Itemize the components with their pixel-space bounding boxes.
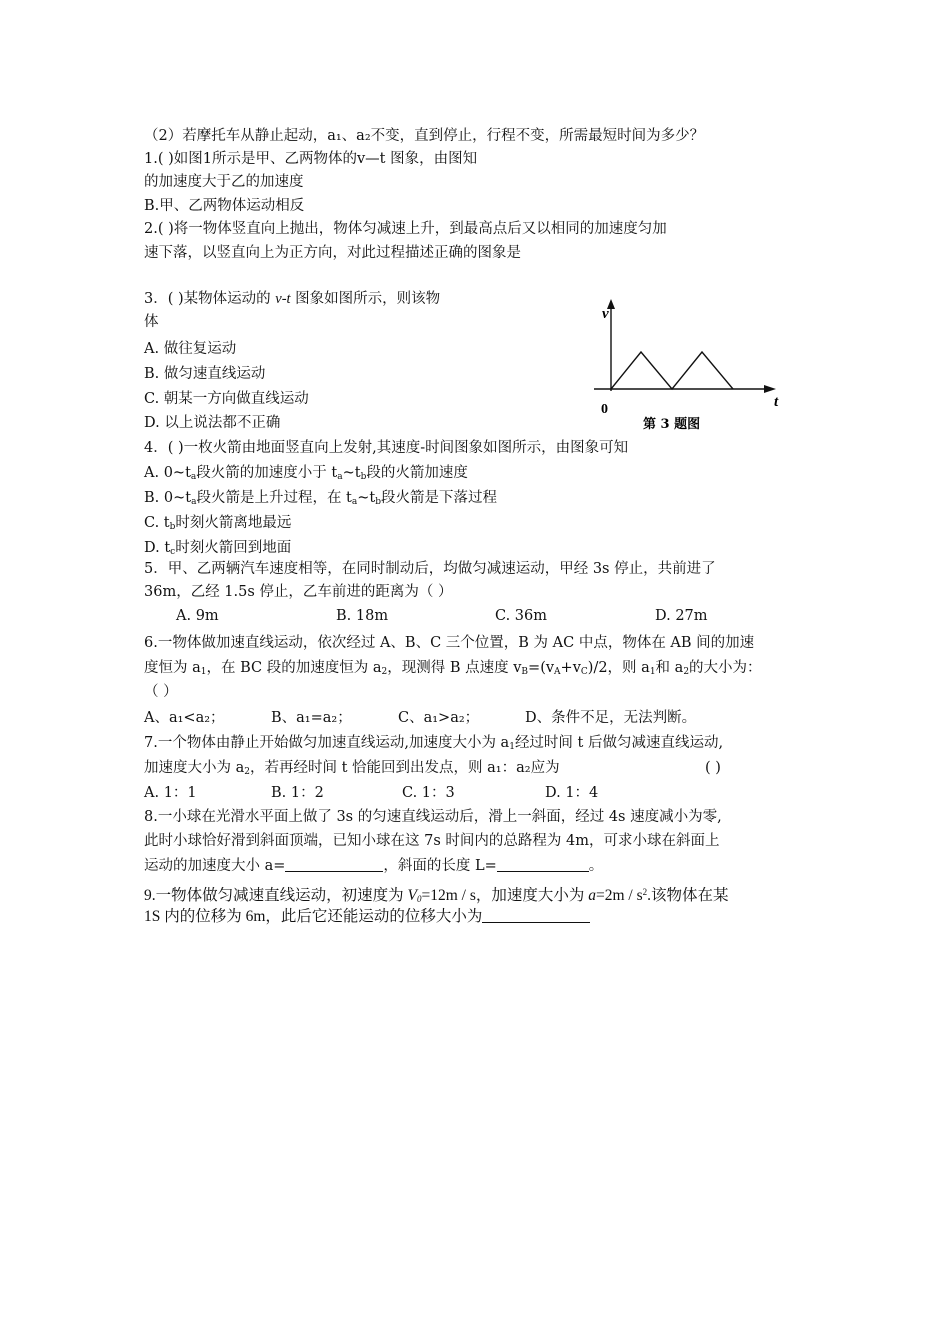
q8-line1: 8.一小球在光滑水平面上做了 3s 的匀速直线运动后，滑上一斜面，经过 4s 速度减小为零, bbox=[144, 809, 722, 825]
q9-sup: 2 bbox=[642, 887, 648, 897]
q6-option-c: C、a₁>a₂； bbox=[398, 710, 480, 726]
q4-option-a bbox=[144, 463, 468, 487]
q4-c-t1: C. t bbox=[144, 515, 170, 531]
q5-line2: 36m，乙经 1.5s 停止，乙车前进的距离为（ ） bbox=[144, 584, 453, 600]
q3-option-c: C. 朝某一方向做直线运动 bbox=[144, 391, 309, 407]
q9-l1-t4: .该物体在某 bbox=[647, 887, 729, 904]
q9-v-sub: 0 bbox=[416, 894, 422, 904]
velocity-curve bbox=[611, 352, 733, 389]
q7-line1 bbox=[144, 733, 723, 757]
q6-l2-t7: 和 a bbox=[655, 660, 684, 676]
q1-line1: 1.( )如图1所示是甲、乙两物体的v—t 图象，由图知 bbox=[144, 151, 478, 167]
q6-l2-s6: 1 bbox=[649, 667, 656, 677]
q6-line1: 6.一物体做加速直线运动，依次经过 A、B、C 三个位置，B 为 AC 中点，物体在 AB 间的加速 bbox=[144, 635, 755, 651]
q6-option-b: B、a₁=a₂； bbox=[271, 710, 352, 726]
q4-a-s1: a bbox=[190, 472, 197, 482]
q7-l2-t1: 加速度大小为 a bbox=[144, 760, 245, 776]
q5-option-a: A. 9m bbox=[176, 608, 219, 624]
q4-d-t2: 时刻火箭回到地面 bbox=[175, 540, 292, 556]
q7-answer-paren: ( ) bbox=[705, 760, 721, 776]
q8-acceleration-blank[interactable] bbox=[285, 857, 383, 872]
q3-option-a: A. 做往复运动 bbox=[144, 341, 237, 357]
q6-l2-s4: A bbox=[554, 667, 561, 677]
q1-line2: 的加速度大于乙的加速度 bbox=[144, 174, 304, 190]
q7-option-b: B. 1：2 bbox=[271, 785, 324, 801]
q8-a-label: 运动的加速度大小 a= bbox=[144, 858, 286, 874]
q7-l1-t2: 经过时间 t 后做匀减速直线运动, bbox=[514, 735, 724, 751]
q3-line1-text-b: 图象如图所示，则该物 bbox=[290, 291, 441, 307]
q9-l1-t3: =2m / s bbox=[596, 887, 643, 904]
q5-option-b: B. 18m bbox=[336, 608, 389, 624]
q9-l1-t2: =12m / s，加速度大小为 bbox=[421, 887, 589, 904]
q8-period: 。 bbox=[588, 858, 604, 874]
q6-option-d: D、条件不足，无法判断。 bbox=[525, 710, 697, 726]
q4-c-t2: 时刻火箭离地最远 bbox=[175, 515, 292, 531]
q3-line1 bbox=[144, 289, 440, 309]
q8-line3 bbox=[144, 856, 603, 876]
q7-option-a: A. 1：1 bbox=[144, 785, 197, 801]
q8-l-label: ，斜面的长度 L= bbox=[383, 858, 497, 874]
q9-line2 bbox=[144, 907, 590, 927]
q9-answer-blank[interactable] bbox=[482, 908, 590, 923]
q4-b-t1: B. 0~t bbox=[144, 490, 192, 506]
q5-option-d: D. 27m bbox=[655, 608, 708, 624]
q4-b-t3: ~t bbox=[357, 490, 376, 506]
q3-option-b: B. 做匀速直线运动 bbox=[144, 366, 266, 382]
q5-option-c: C. 36m bbox=[495, 608, 547, 624]
q4-d-s1: c bbox=[170, 547, 176, 557]
q3-option-d: D. 以上说法都不正确 bbox=[144, 415, 281, 431]
q6-l2-t1: 度恒为 a bbox=[144, 660, 201, 676]
q3-line2: 体 bbox=[144, 314, 159, 330]
q4-option-c bbox=[144, 513, 291, 537]
q9-l1-t1: 9.一物体做匀减速直线运动，初速度为 bbox=[144, 887, 408, 904]
q4-b-t2: 段火箭是上升过程，在 t bbox=[196, 490, 352, 506]
origin-label: 0 bbox=[601, 402, 608, 417]
vt-graph bbox=[590, 296, 790, 436]
q6-l2-s2: 2 bbox=[381, 667, 388, 677]
q6-l2-s3: B bbox=[521, 667, 529, 677]
q8-line2: 此时小球恰好滑到斜面顶端，已知小球在这 7s 时间内的总路程为 4m，可求小球在斜面上 bbox=[144, 833, 720, 849]
q4-b-t4: 段火箭是下落过程 bbox=[381, 490, 498, 506]
q6-l2-t5: +v bbox=[560, 660, 581, 676]
q7-l1-s1: 1 bbox=[509, 742, 515, 752]
q6-l2-t2: ，在 BC 段的加速度恒为 a bbox=[206, 660, 382, 676]
q6-l2-s5: C bbox=[580, 667, 588, 677]
q3-vt-figure bbox=[590, 296, 790, 436]
q7-l1-t1: 7.一个物体由静止开始做匀加速直线运动,加速度大小为 a bbox=[144, 735, 510, 751]
q9-l2-text: 1S 内的位移为 6m，此后它还能运动的位移大小为 bbox=[144, 908, 483, 925]
q6-option-a: A、a₁<a₂； bbox=[144, 710, 225, 726]
q4-b-s3: b bbox=[375, 497, 382, 507]
q4-option-b bbox=[144, 488, 497, 512]
y-axis-label: v bbox=[602, 306, 609, 322]
q6-l2-s1: 1 bbox=[200, 667, 207, 677]
q4-line1: 4．( )一枚火箭由地面竖直向上发射,其速度-时间图象如图所示，由图象可知 bbox=[144, 440, 629, 456]
q3-vt-label: v-t bbox=[275, 291, 291, 307]
figure-caption: 第 3 题图 bbox=[643, 417, 701, 432]
q7-l2-s1: 2 bbox=[244, 767, 250, 777]
q4-a-t1: A. 0~t bbox=[144, 465, 191, 481]
q6-l2-t4: =(v bbox=[528, 660, 555, 676]
q2-line1: 2.( )将一物体竖直向上抛出，物体匀减速上升，到最高点后又以相同的加速度匀加 bbox=[144, 221, 667, 237]
q6-line3: （ ） bbox=[144, 684, 178, 700]
q6-l2-t3: ，现测得 B 点速度 v bbox=[387, 660, 522, 676]
q4-b-s1: a bbox=[191, 497, 197, 507]
q9-v-symbol: V bbox=[407, 887, 417, 904]
q4-a-t2: 段火箭的加速度小于 t bbox=[196, 465, 338, 481]
q6-l2-t6: )/2，则 a bbox=[587, 660, 650, 676]
q4-d-t1: D. t bbox=[144, 540, 171, 556]
q7-line2 bbox=[144, 758, 560, 782]
q4-a-t3: ~t bbox=[342, 465, 361, 481]
q2-line2: 速下落，以竖直向上为正方向，对此过程描述正确的图象是 bbox=[144, 245, 521, 261]
q4-a-t4: 段的火箭加速度 bbox=[366, 465, 468, 481]
q9-a-symbol: a bbox=[588, 887, 596, 904]
q7-option-c: C. 1：3 bbox=[402, 785, 455, 801]
q6-l2-t8: 的大小为： bbox=[689, 660, 762, 676]
q8-length-blank[interactable] bbox=[497, 857, 589, 872]
q3-line1-text-a: 3．( )某物体运动的 bbox=[144, 291, 276, 307]
x-axis-arrow bbox=[764, 385, 776, 393]
q5-line1: 5．甲、乙两辆汽车速度相等，在同时制动后，均做匀减速运动，甲经 3s 停止，共前进了 bbox=[144, 561, 716, 577]
q6-line2 bbox=[144, 658, 762, 682]
q4-a-s2: a bbox=[337, 472, 343, 482]
q4-b-s2: a bbox=[351, 497, 358, 507]
intro-line: （2）若摩托车从静止起动，a₁、a₂不变，直到停止，行程不变，所需最短时间为多少？ bbox=[144, 128, 705, 144]
q6-l2-s7: 2 bbox=[683, 667, 690, 677]
q7-option-d: D. 1：4 bbox=[545, 785, 599, 801]
x-axis-label: t bbox=[774, 394, 779, 410]
q9-line1 bbox=[144, 882, 729, 909]
q1-line3: B.甲、乙两物体运动相反 bbox=[144, 198, 305, 214]
q7-l2-t2: ，若再经时间 t 恰能回到出发点，则 a₁：a₂应为 bbox=[250, 760, 560, 776]
q4-c-s1: b bbox=[169, 522, 176, 532]
q4-a-s3: b bbox=[360, 472, 367, 482]
